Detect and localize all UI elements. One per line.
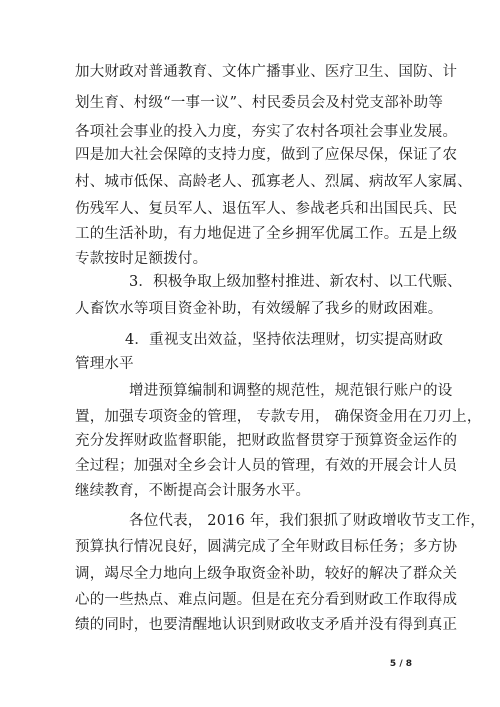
text-line: 各项社会事业的投入力度，夯实了农村各项社会事业发展。: [75, 124, 458, 140]
text-line: 3．积极争取上级加整村推进、新农村、以工代赈、: [129, 274, 462, 290]
text-line: 工的生活补助，有力地促进了全乡拥军优属工作。五是上级: [75, 226, 458, 242]
text-line: 心的一些热点、难点问题。但是在充分看到财政工作取得成: [75, 592, 458, 608]
text-line: 继续教育，不断提高会计服务水平。: [75, 483, 311, 499]
text-line: 绩的同时，也要清醒地认识到财政收支矛盾并没有得到真正: [75, 617, 458, 633]
text-line: 各位代表， 2016 年，我们狠抓了财政增收节支工作，: [129, 513, 486, 529]
text-line: 四是加大社会保障的支持力度，做到了应保尽保，保证了农: [75, 147, 458, 163]
text-line: 加大财政对普通教育、文体广播事业、医疗卫生、国防、计: [75, 64, 458, 80]
text-line: 充分发挥财政监督职能，把财政监督贯穿于预算资金运作的: [75, 433, 458, 449]
text-line: 人畜饮水等项目资金补助，有效缓解了我乡的财政困难。: [75, 301, 443, 317]
text-line: 全过程；加强对全乡会计人员的管理，有效的开展会计人员: [75, 458, 458, 474]
text-line: 4．重视支出效益，坚持依法理财，切实提高财政: [125, 332, 444, 348]
text-line: 村、城市低保、高龄老人、孤寡老人、烈属、病故军人家属、: [75, 174, 472, 190]
text-line: 置，加强专项资金的管理， 专款专用， 确保资金用在刀刃上，: [75, 409, 482, 425]
page-number: 5 / 8: [389, 659, 412, 669]
text-line: 管理水平: [75, 356, 134, 372]
text-line: 增进预算编制和调整的规范性，规范银行账户的设: [129, 383, 453, 399]
text-line: 调，竭尽全力地向上级争取资金补助，较好的解决了群众关: [75, 566, 458, 582]
text-line: 专款按时足额拨付。: [75, 251, 208, 267]
text-line: 预算执行情况良好，圆满完成了全年财政目标任务；多方协: [75, 539, 458, 555]
text-line: 划生育、村级“一事一议”、村民委员会及村党支部补助等: [75, 95, 444, 111]
text-line: 伤残军人、复员军人、退伍军人、参战老兵和出国民兵、民: [75, 201, 458, 217]
